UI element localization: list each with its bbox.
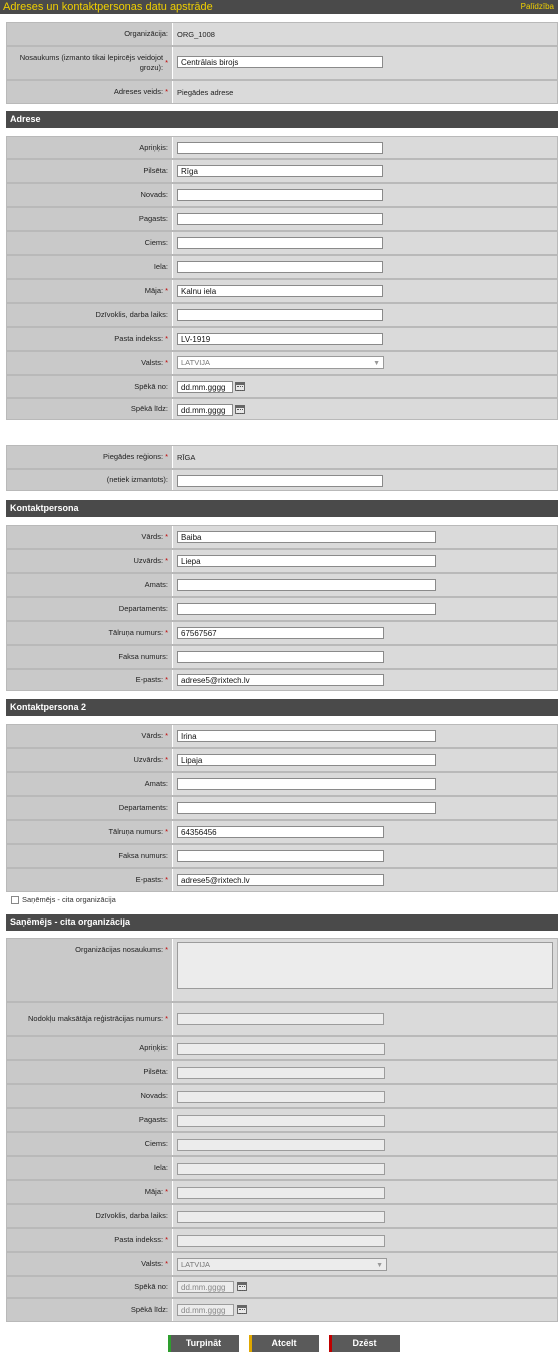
village-label: Ciems: [7, 1133, 173, 1155]
recipient-country-select[interactable]: LATVIJA ▼ [177, 1258, 387, 1271]
county-input[interactable] [177, 189, 383, 201]
address-type-row [6, 80, 558, 104]
cancel-stripe [249, 1335, 252, 1352]
county-label: Novads: [7, 1085, 173, 1107]
recipient-postcode-row [6, 1228, 558, 1252]
recipient-valid-to-row [6, 1298, 558, 1322]
valid-from-label: Spēkā no: [7, 376, 173, 397]
cancel-button[interactable] [249, 1335, 319, 1352]
city-label: Pilsēta: [7, 1061, 173, 1083]
contact2-position-input[interactable] [177, 778, 436, 790]
parish-input[interactable] [177, 213, 383, 225]
recipient-checkbox[interactable] [11, 895, 116, 905]
contact2-first-name-input[interactable] [177, 730, 436, 742]
calendar-icon[interactable] [237, 1282, 247, 1291]
recipient-district-row [6, 1036, 558, 1060]
department-label: Departaments: [7, 598, 173, 620]
continue-stripe [168, 1335, 171, 1352]
contact2-position-row [6, 772, 558, 796]
valid-to-label: Spēkā līdz: [7, 1299, 173, 1321]
email-label: E-pasts: * [7, 670, 173, 690]
house-label: Māja: * [7, 1181, 173, 1203]
contact1-department-input[interactable] [177, 603, 436, 615]
valid-to-label: Spēkā līdz: [7, 399, 173, 419]
checkbox-icon[interactable] [11, 896, 19, 904]
continue-button[interactable] [168, 1335, 239, 1352]
recipient-city-input[interactable] [177, 1067, 385, 1079]
valid-from-row [6, 375, 558, 398]
org-name-label: Organizācijas nosaukums: * [7, 939, 173, 1001]
contact1-first-name-input[interactable] [177, 531, 436, 543]
city-row [6, 159, 558, 183]
contact1-phone-row [6, 621, 558, 645]
last-name-label: Uzvārds: * [7, 550, 173, 572]
recipient-village-row [6, 1132, 558, 1156]
contact2-email-row [6, 868, 558, 892]
street-input[interactable] [177, 261, 383, 273]
city-input[interactable] [177, 165, 383, 177]
contact2-fax-input[interactable] [177, 850, 384, 862]
organization-value: ORG_1008 [177, 29, 215, 39]
address-type-value: Piegādes adrese [177, 87, 234, 97]
county-label: Novads: [7, 184, 173, 206]
house-label: Māja: * [7, 280, 173, 302]
organization-row [6, 22, 558, 46]
contact1-fax-input[interactable] [177, 651, 384, 663]
not-used-row [6, 469, 558, 491]
recipient-house-row [6, 1180, 558, 1204]
section-recipient: Saņēmējs - cita organizācija [6, 914, 558, 931]
contact2-last-name-input[interactable] [177, 754, 436, 766]
recipient-valid-from-input[interactable] [177, 1281, 234, 1293]
contact1-fax-row [6, 645, 558, 669]
section-contact-2: Kontaktpersona 2 [6, 699, 558, 716]
contact2-email-input[interactable] [177, 874, 384, 886]
contact2-department-row [6, 796, 558, 820]
contact1-position-input[interactable] [177, 579, 436, 591]
district-label: Apriņķis: [7, 1037, 173, 1059]
house-row [6, 279, 558, 303]
cancel-label: Atcelt [271, 1338, 297, 1348]
recipient-house-input[interactable] [177, 1187, 385, 1199]
recipient-apartment-input[interactable] [177, 1211, 385, 1223]
page-title: Adreses un kontaktpersonas datu apstrāde [3, 1, 213, 13]
valid-to-row [6, 398, 558, 420]
section-contact: Kontaktpersona [6, 500, 558, 517]
recipient-village-input[interactable] [177, 1139, 385, 1151]
contact2-department-input[interactable] [177, 802, 436, 814]
section-address: Adrese [6, 111, 558, 128]
village-input[interactable] [177, 237, 383, 249]
last-name-label: Uzvārds: * [7, 749, 173, 771]
village-row [6, 231, 558, 255]
delete-label: Dzēst [352, 1338, 377, 1348]
apartment-input[interactable] [177, 309, 383, 321]
recipient-street-row [6, 1156, 558, 1180]
tax-id-label: Nodokļu maksātāja reģistrācijas numurs: * [7, 1003, 173, 1035]
street-label: Iela: [7, 1157, 173, 1179]
calendar-icon[interactable] [237, 1305, 247, 1314]
recipient-country-row [6, 1252, 558, 1276]
contact1-department-row [6, 597, 558, 621]
chevron-down-icon: ▼ [376, 1262, 383, 1269]
region-value: RĪGA [177, 452, 196, 462]
contact2-first-name-row [6, 724, 558, 748]
department-label: Departaments: [7, 797, 173, 819]
recipient-valid-to-input[interactable] [177, 1304, 234, 1316]
postcode-row [6, 327, 558, 351]
name-row [6, 46, 558, 80]
organization-label: Organizācija: [7, 23, 173, 45]
delete-button[interactable] [329, 1335, 400, 1352]
position-label: Amats: [7, 574, 173, 596]
village-label: Ciems: [7, 232, 173, 254]
apartment-label: Dzīvoklis, darba laiks: [7, 1205, 173, 1227]
country-label: Valsts: * [7, 1253, 173, 1275]
valid-from-label: Spēkā no: [7, 1277, 173, 1297]
contact2-fax-row [6, 844, 558, 868]
chevron-down-icon: ▼ [373, 360, 380, 367]
recipient-postcode-input[interactable] [177, 1235, 385, 1247]
contact2-last-name-row [6, 748, 558, 772]
parish-label: Pagasts: [7, 208, 173, 230]
email-label: E-pasts: * [7, 869, 173, 891]
recipient-district-input[interactable] [177, 1043, 385, 1055]
recipient-org-name-row [6, 938, 558, 1002]
contact2-phone-input[interactable] [177, 826, 384, 838]
street-label: Iela: [7, 256, 173, 278]
fax-label: Faksa numurs: [7, 845, 173, 867]
recipient-valid-from-row [6, 1276, 558, 1298]
country-row [6, 351, 558, 375]
contact1-first-name-row [6, 525, 558, 549]
recipient-apartment-row [6, 1204, 558, 1228]
recipient-tax-id-row [6, 1002, 558, 1036]
county-row [6, 183, 558, 207]
contact2-phone-row [6, 820, 558, 844]
not-used-label: (netiek izmantots): [7, 470, 173, 490]
city-label: Pilsēta: [7, 160, 173, 182]
recipient-street-input[interactable] [177, 1163, 385, 1175]
fax-label: Faksa numurs: [7, 646, 173, 668]
contact1-email-input[interactable] [177, 674, 384, 686]
apartment-row [6, 303, 558, 327]
contact1-phone-input[interactable] [177, 627, 384, 639]
calendar-icon[interactable] [235, 405, 245, 414]
calendar-icon[interactable] [235, 382, 245, 391]
phone-label: Tālruņa numurs: * [7, 622, 173, 644]
contact1-last-name-input[interactable] [177, 555, 436, 567]
contact1-position-row [6, 573, 558, 597]
contact1-last-name-row [6, 549, 558, 573]
district-row [6, 136, 558, 159]
recipient-parish-input[interactable] [177, 1115, 385, 1127]
district-input[interactable] [177, 142, 383, 154]
recipient-parish-row [6, 1108, 558, 1132]
continue-label: Turpināt [185, 1338, 222, 1348]
district-label: Apriņķis: [7, 137, 173, 158]
first-name-label: Vārds: * [7, 526, 173, 548]
valid-to-input[interactable] [177, 404, 233, 416]
recipient-tax-id-input[interactable] [177, 1013, 384, 1025]
parish-label: Pagasts: [7, 1109, 173, 1131]
name-input[interactable] [177, 56, 383, 68]
delete-stripe [329, 1335, 332, 1352]
recipient-checkbox-label: Saņēmējs - cita organizācija [22, 895, 116, 904]
recipient-county-row [6, 1084, 558, 1108]
apartment-label: Dzīvoklis, darba laiks: [7, 304, 173, 326]
phone-label: Tālruņa numurs: * [7, 821, 173, 843]
recipient-county-input[interactable] [177, 1091, 385, 1103]
not-used-input[interactable] [177, 475, 383, 487]
street-row [6, 255, 558, 279]
country-select[interactable]: LATVIJA ▼ [177, 356, 384, 369]
recipient-city-row [6, 1060, 558, 1084]
title-bar [0, 0, 558, 14]
valid-from-input[interactable] [177, 381, 233, 393]
region-label: Piegādes reģions: * [7, 446, 173, 468]
house-input[interactable] [177, 285, 383, 297]
postcode-label: Pasta indekss: * [7, 1229, 173, 1251]
first-name-label: Vārds: * [7, 725, 173, 747]
recipient-org-name-textarea[interactable] [177, 942, 553, 989]
region-row [6, 445, 558, 469]
address-type-label: Adreses veids: * [7, 81, 173, 103]
help-link[interactable]: Palīdzība [520, 2, 554, 11]
country-label: Valsts: * [7, 352, 173, 374]
parish-row [6, 207, 558, 231]
position-label: Amats: [7, 773, 173, 795]
postcode-label: Pasta indekss: * [7, 328, 173, 350]
contact1-email-row [6, 669, 558, 691]
postcode-input[interactable] [177, 333, 383, 345]
name-label: Nosaukums (izmanto tikai lepircējs veidojot grozu): * [7, 47, 173, 79]
